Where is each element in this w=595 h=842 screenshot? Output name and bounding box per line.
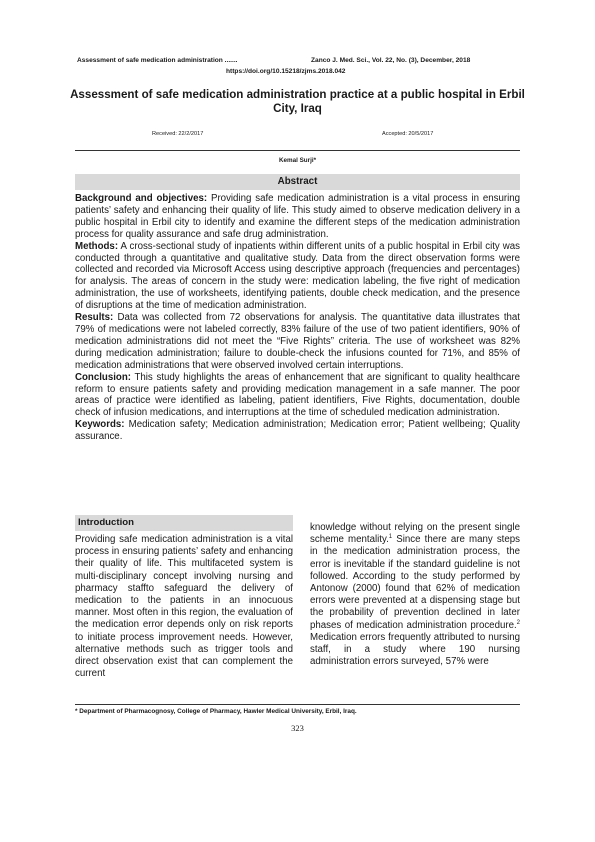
abstract-methods <box>75 241 520 312</box>
methods-text: A cross-sectional study of inpatients within different units of a public hospital in Erbil city was conducted through a quantitative and qualitative study. Data from the direct observation forms were collected and recorded via Microsoft Access using descriptive approach (frequencies and percentages) for analysis. The areas of concern in the study were: medication labeling, the five right of medication administration, the use of worksheets, identifying patients, double check medication, and the presence of disruptions at the time of medication administration. <box>75 240 520 312</box>
conclusion-label: Conclusion: <box>75 371 131 383</box>
abstract-background <box>75 193 520 241</box>
abstract-heading: Abstract <box>75 174 520 190</box>
divider-rule <box>75 150 520 151</box>
right-text-part-2: Since there are many steps in the medication administration process, the error is inevitable if the standard guideline is not followed. According to the study performed by Antonow (2000) found that 62% of medication errors were prevented at a dispensing stage but the probability of prevention declined in later phases of medication administration procedure. <box>310 534 520 631</box>
received-date: Received: 22/2/2017 <box>152 131 204 137</box>
methods-label: Methods: <box>75 240 119 252</box>
results-text: Data was collected from 72 observations for analysis. The quantitative data illustrates that 79% of medications were not labeled correctly, 83% failure of the use of two patient identifiers, 90% of medication administrations did not meet the “Five Rights” criteria. The use of worksheet was 82% during medication administration; failure to double-check the infusions counted for 71%, and 85% of medication administrations that were observed involved certain interruptions. <box>75 312 520 371</box>
right-text-part-3: Medication errors frequently attributed to nursing staff, in a study where 190 nursing administration errors surveyed, 57% were <box>310 631 520 668</box>
citation-1[interactable]: 1 <box>388 533 393 540</box>
accepted-date: Accepted: 20/5/2017 <box>382 131 434 137</box>
doi-link[interactable]: https://doi.org/10.15218/zjms.2018.042 <box>226 68 346 75</box>
abstract-keywords <box>75 419 520 443</box>
introduction-left-column: Providing safe medication administration is a vital process in ensuring patients’ safety and enhancing their quality of life. This multifaceted system is multi-disciplinary concept involving nursing and pharmacy staffto safeguard the delivery of medication to the patients in an innocuous manner. Most often in this region, the evaluation of the medication error depends only on risk reports to initiate process improvement needs. However, alternative methods such as trigger tools and direct observation exist that can complement the current <box>75 534 293 680</box>
running-header-journal: Zanco J. Med. Sci., Vol. 22, No. (3), December, 2018 <box>311 57 471 64</box>
conclusion-text: This study highlights the areas of enhancement that are significant to quality healthcare reform to ensure patients safety and providing medication management in a safe manner. The poor areas of practice were identified as labeling, patient identifiers, Five Rights, documentation, double check of infusion medications, and interruptions at the time of scheduled medication administration. <box>75 371 520 419</box>
introduction-right-column <box>310 522 520 668</box>
footnote-rule <box>75 704 520 705</box>
paper-title: Assessment of safe medication administration practice at a public hospital in Erbil City, Iraq <box>70 88 525 115</box>
introduction-heading: Introduction <box>75 515 293 531</box>
citation-2[interactable]: 2 <box>516 619 520 626</box>
keywords-text: Medication safety; Medication administration; Medication error; Patient wellbeing; Quality assurance. <box>75 419 520 443</box>
results-label: Results: <box>75 312 114 324</box>
page-number: 323 <box>291 723 304 733</box>
abstract-conclusion <box>75 372 520 420</box>
abstract-results <box>75 312 520 372</box>
affiliation-footnote: * Department of Pharmacognosy, College of Pharmacy, Hawler Medical University, Erbil, Iraq. <box>75 708 357 715</box>
right-text-part-1: knowledge without relying on the present single scheme mentality. <box>310 522 520 546</box>
background-text: Providing safe medication administration is a vital process in ensuring patients’ safety and enhancing their quality of life. This study aimed to observe medication delivery in a public hospital in Erbil city to identify and examine the different steps of the medication administration process for quality assurance and safe drug administration. <box>75 193 520 240</box>
keywords-label: Keywords: <box>75 419 125 431</box>
author-name: Kemal Surji* <box>278 157 317 164</box>
background-label: Background and objectives: <box>75 193 208 204</box>
running-header-left: Assessment of safe medication administration ....... <box>77 57 238 64</box>
abstract-body <box>75 193 520 443</box>
